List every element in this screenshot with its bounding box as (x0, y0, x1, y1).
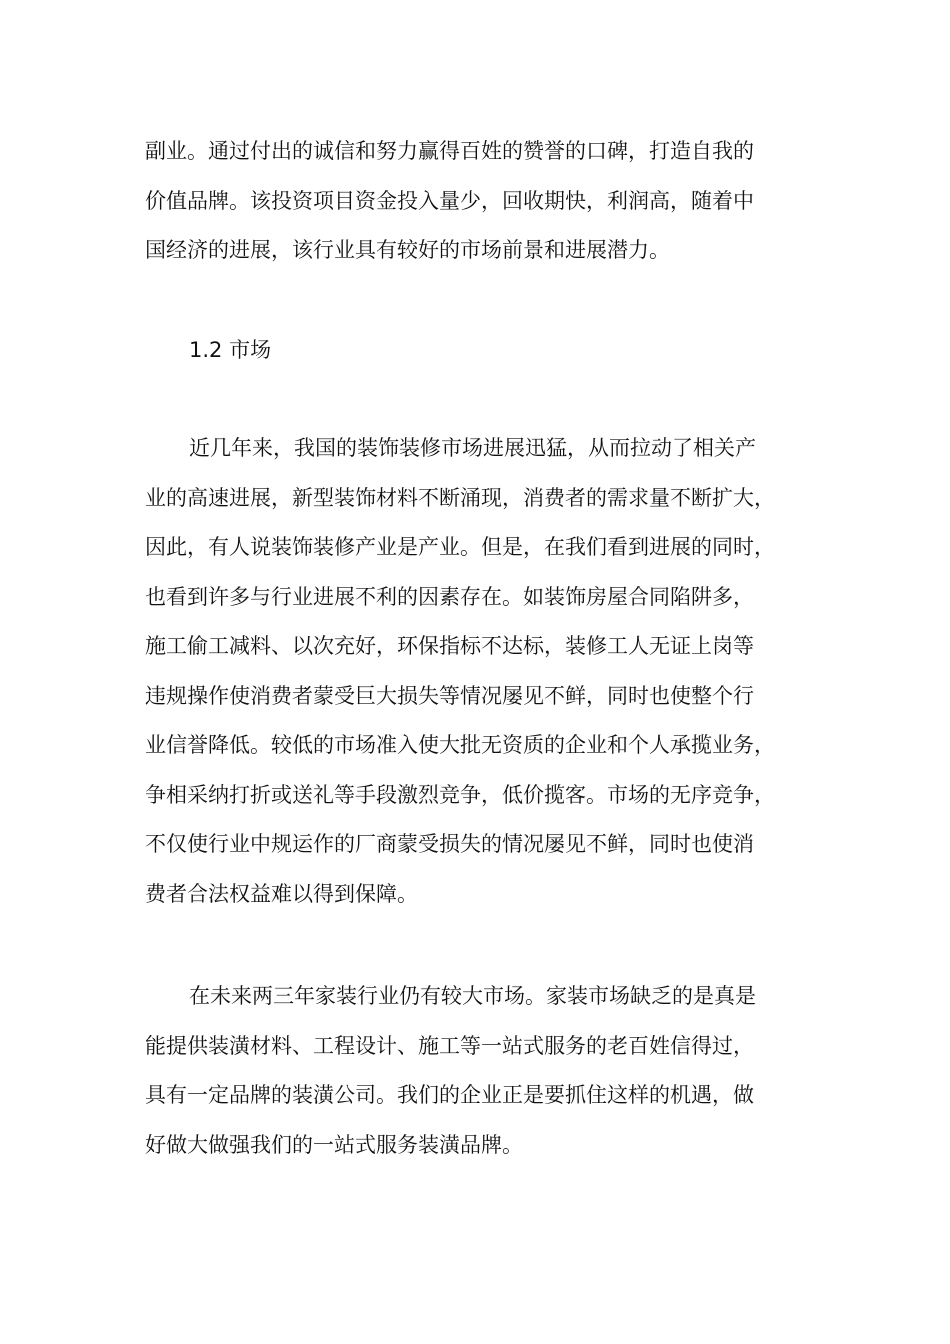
paragraph-line: 具有一定品牌的装潢公司。我们的企业正是要抓住这样的机遇，做 (145, 1083, 754, 1107)
paragraph-line: 好做大做强我们的一站式服务装潢品牌。 (145, 1132, 523, 1157)
section-heading-text: 1.2 市场 (189, 338, 272, 362)
market-paragraph-1 (145, 424, 845, 919)
market-paragraph-2 (145, 972, 845, 1170)
paragraph-line: 在未来两三年家装行业仍有较大市场。家装市场缺乏的是真是 (189, 984, 756, 1008)
paragraph-line: 施工偷工减料、以次充好，环保指标不达标，装修工人无证上岗等 (145, 634, 754, 658)
paragraph-line: 费者合法权益难以得到保障。 (145, 881, 418, 906)
intro-paragraph (145, 127, 845, 276)
paragraph-line: 业信誉降低。较低的市场准入使大批无资质的企业和个人承揽业务， (145, 733, 775, 757)
section-heading (145, 326, 845, 376)
paragraph-line: 不仅使行业中规运作的厂商蒙受损失的情况屡见不鲜，同时也使消 (145, 832, 754, 856)
paragraph-line: 争相采纳打折或送礼等手段激烈竞争，低价揽客。市场的无序竞争， (145, 782, 775, 807)
paragraph-line: 国经济的进展，该行业具有较好的市场前景和进展潜力。 (145, 238, 670, 262)
paragraph-line: 也看到许多与行业进展不利的因素存在。如装饰房屋合同陷阱多， (145, 584, 754, 609)
paragraph-line: 因此，有人说装饰装修产业是产业。但是，在我们看到进展的同时， (145, 535, 775, 559)
paragraph-line: 近几年来，我国的装饰装修市场进展迅猛，从而拉动了相关产 (189, 436, 756, 460)
paragraph-line: 价值品牌。该投资项目资金投入量少，回收期快，利润高，随着中 (145, 188, 754, 213)
paragraph-line: 能提供装潢材料、工程设计、施工等一站式服务的老百姓信得过， (145, 1033, 754, 1058)
paragraph-line: 违规操作使消费者蒙受巨大损失等情况屡见不鲜，同时也使整个行 (145, 683, 754, 708)
paragraph-line: 业的高速进展，新型装饰材料不断涌现，消费者的需求量不断扩大， (145, 485, 775, 510)
paragraph-line: 副业。通过付出的诚信和努力赢得百姓的赞誉的口碑，打造自我的 (145, 139, 754, 163)
